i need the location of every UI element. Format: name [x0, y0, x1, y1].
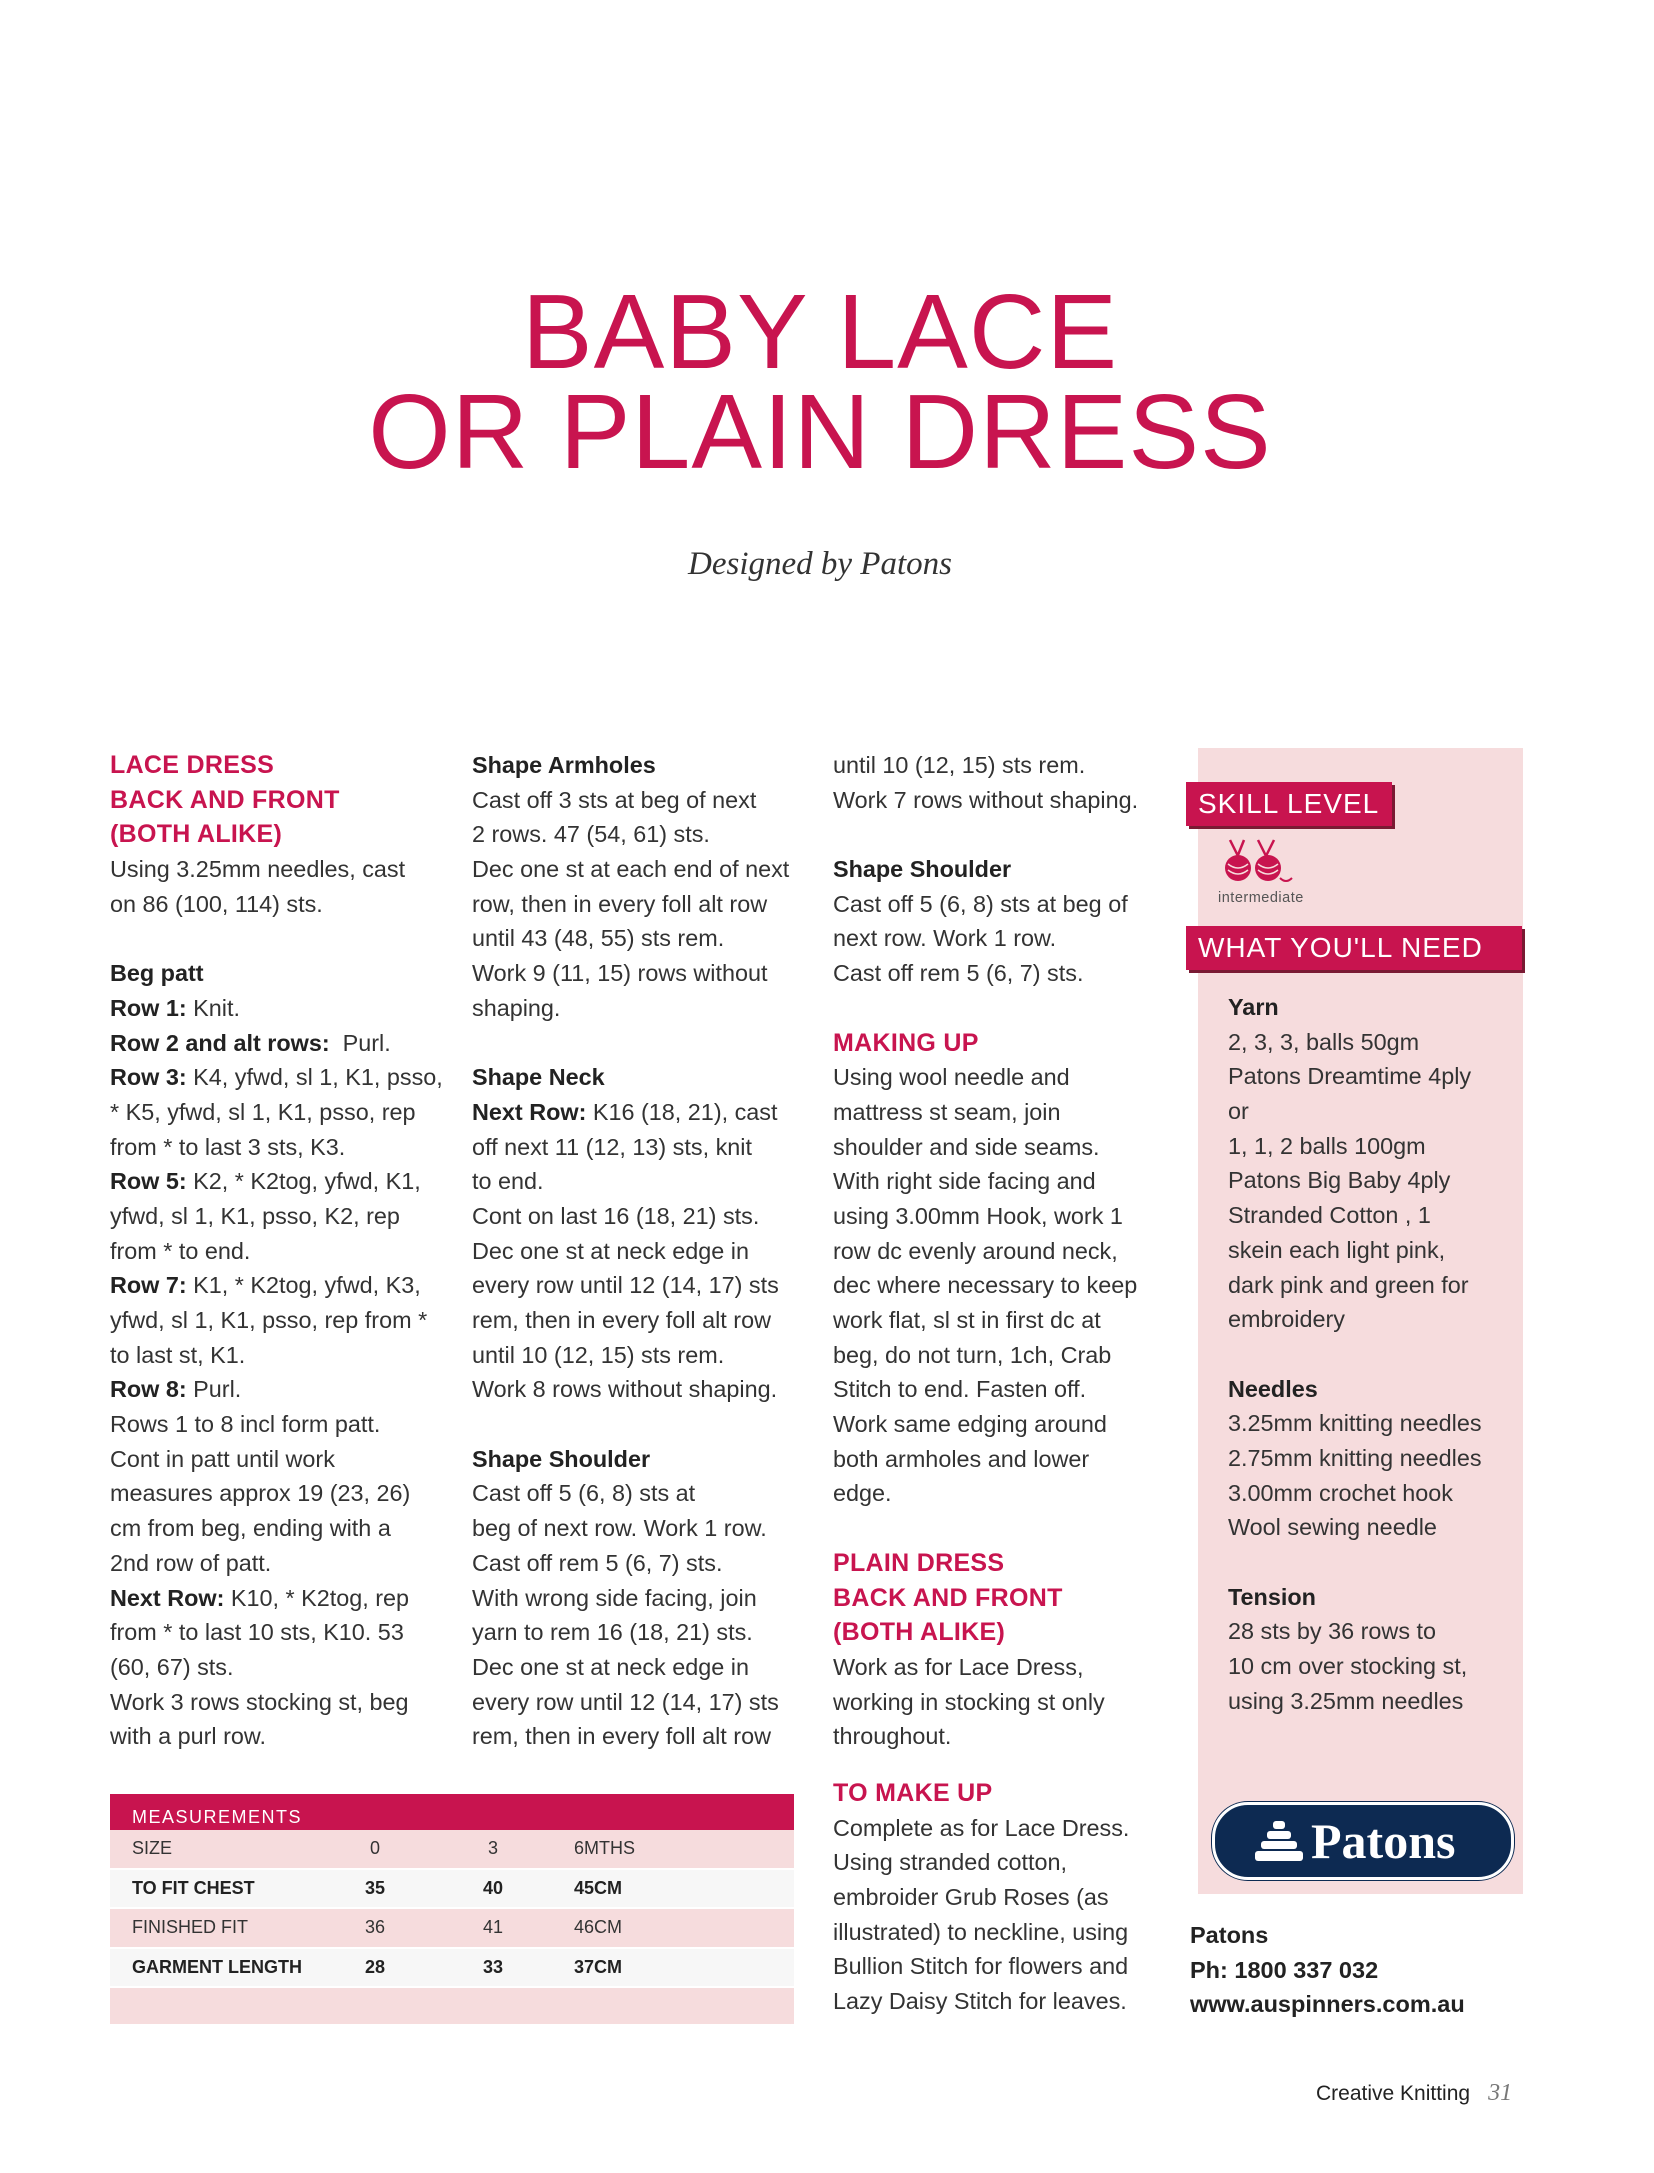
text-line: 1, 1, 2 balls 100gm: [1228, 1132, 1426, 1159]
text-line: Work 9 (11, 15) rows without: [472, 960, 768, 987]
text-line: throughout.: [833, 1723, 952, 1750]
text-line: dec where necessary to keep: [833, 1272, 1138, 1299]
page-footer: [1316, 2080, 1512, 2107]
row-label: Row 7:: [110, 1272, 187, 1299]
text-line: next row. Work 1 row.: [833, 925, 1057, 952]
text-line: from * to last 3 sts, K3.: [110, 1133, 346, 1160]
logo-wordmark: Patons: [1311, 1813, 1456, 1869]
text-line: row dc evenly around neck,: [833, 1237, 1118, 1264]
section-heading: PLAIN DRESS: [833, 1548, 1005, 1577]
text-line: using 3.25mm needles: [1228, 1687, 1464, 1714]
requirements-list: [1228, 990, 1482, 1718]
row-label: SIZE: [132, 1838, 173, 1858]
text-line: off next 11 (12, 13) sts, knit: [472, 1133, 752, 1160]
text-line: Lazy Daisy Stitch for leaves.: [833, 1988, 1127, 2015]
spacer: [472, 1407, 789, 1442]
text-line: on 86 (100, 114) sts.: [110, 890, 323, 917]
sub-heading: Shape Shoulder: [833, 856, 1012, 883]
spacer: [110, 921, 443, 956]
text-line: 2nd row of patt.: [110, 1549, 272, 1576]
table-row: [110, 1830, 794, 1870]
text-line: Patons Big Baby 4ply: [1228, 1167, 1451, 1194]
text-line: mattress st seam, join: [833, 1098, 1061, 1125]
measurements-heading: MEASUREMENTS: [110, 1794, 794, 1830]
text-line: Using 3.25mm needles, cast: [110, 856, 406, 883]
section-heading: (BOTH ALIKE): [833, 1618, 1006, 1647]
row-text: K16 (18, 21), cast: [586, 1098, 778, 1125]
text-line: 2, 3, 3, balls 50gm: [1228, 1028, 1420, 1055]
text-line: both armholes and lower: [833, 1445, 1090, 1472]
text-line: 3.25mm knitting needles: [1228, 1410, 1482, 1437]
spacer: [472, 1026, 789, 1061]
text-line: shoulder and side seams.: [833, 1133, 1100, 1160]
text-line: rem, then in every foll alt row: [472, 1307, 771, 1333]
text-line: yfwd, sl 1, K1, psso, rep from *: [110, 1307, 428, 1333]
row-label: Row 8:: [110, 1376, 187, 1403]
measurements-table: [110, 1794, 794, 2024]
row-label: Next Row:: [472, 1098, 587, 1125]
text-line: * K5, yfwd, sl 1, K1, psso, rep: [110, 1098, 416, 1125]
sub-heading: Tension: [1228, 1583, 1316, 1610]
table-cell: 45CM: [574, 1877, 623, 1898]
text-line: with a purl row.: [110, 1723, 267, 1750]
text-line: Cont in patt until work: [110, 1445, 335, 1472]
text-line: Work as for Lace Dress,: [833, 1653, 1084, 1680]
text-line: [110, 1026, 443, 1061]
patons-logo: [1212, 1802, 1514, 1880]
text-line: Cast off 3 sts at beg of next: [472, 786, 757, 813]
spacer: [1228, 1545, 1482, 1580]
text-line: With wrong side facing, join: [472, 1584, 757, 1611]
yarn-balls-icon: [1222, 838, 1294, 886]
text-line: using 3.00mm Hook, work 1: [833, 1202, 1123, 1229]
text-line: Dec one st at each end of next: [472, 856, 790, 883]
sub-heading: Shape Shoulder: [472, 1445, 651, 1472]
text-line: embroider Grub Roses (as: [833, 1884, 1109, 1911]
sub-heading: Needles: [1228, 1375, 1318, 1402]
row-label: Next Row:: [110, 1584, 225, 1611]
text-line: [110, 1164, 443, 1199]
text-line: Cast off 5 (6, 8) sts at beg of: [833, 890, 1128, 917]
table-cell: 33: [482, 1956, 504, 1977]
text-line: Work 8 rows without shaping.: [472, 1376, 778, 1403]
text-line: until 43 (48, 55) sts rem.: [472, 925, 725, 952]
instructions-column-2: [472, 748, 789, 1754]
text-line: 3.00mm crochet hook: [1228, 1479, 1453, 1506]
spacer: [1228, 1337, 1482, 1372]
logo-stack-icon: [1255, 1817, 1303, 1865]
text-line: work flat, sl st in first dc at: [833, 1307, 1101, 1333]
instructions-column-1: [110, 748, 443, 1754]
text-line: until 10 (12, 15) sts rem.: [833, 752, 1086, 778]
requirements-heading: WHAT YOU'LL NEED: [1186, 926, 1522, 970]
text-line: until 10 (12, 15) sts rem.: [472, 1341, 725, 1368]
sub-heading: Shape Armholes: [472, 752, 656, 778]
skill-level-value: intermediate: [1218, 890, 1304, 906]
text-line: 28 sts by 36 rows to: [1228, 1618, 1437, 1645]
table-cell: 6MTHS: [574, 1838, 636, 1858]
row-text: K1, * K2tog, yfwd, K3,: [186, 1272, 421, 1299]
instructions-column-3: [833, 748, 1138, 1754]
text-line: shaping.: [472, 994, 561, 1021]
table-row: [110, 1909, 794, 1949]
text-line: embroidery: [1228, 1306, 1345, 1333]
text-line: 10 cm over stocking st,: [1228, 1653, 1468, 1680]
text-line: cm from beg, ending with a: [110, 1515, 391, 1542]
table-cell: 36: [364, 1917, 386, 1937]
text-line: [110, 1581, 443, 1616]
text-line: (60, 67) sts.: [110, 1653, 234, 1680]
designer-credit: Designed by Patons: [688, 546, 952, 582]
row-text: Knit.: [186, 994, 240, 1021]
table-cell: 37CM: [574, 1956, 623, 1977]
contact-phone: Ph: 1800 337 032: [1190, 1956, 1379, 1983]
row-label: Row 3:: [110, 1064, 187, 1091]
table-cell: 41: [482, 1917, 504, 1937]
text-line: working in stocking st only: [833, 1688, 1105, 1715]
text-line: from * to last 10 sts, K10. 53: [110, 1619, 404, 1646]
text-line: to end.: [472, 1168, 544, 1195]
title-line-2: OR PLAIN DRESS: [368, 373, 1272, 491]
measurements-table-footer: [110, 1988, 794, 2024]
table-row: [110, 1870, 794, 1910]
text-line: every row until 12 (14, 17) sts: [472, 1688, 779, 1715]
row-label: GARMENT LENGTH: [132, 1956, 302, 1977]
instructions-column-4: [833, 1776, 1129, 2019]
magazine-name: Creative Knitting: [1316, 2082, 1471, 2105]
text-line: [110, 1372, 443, 1407]
text-line: Cast off rem 5 (6, 7) sts.: [472, 1549, 723, 1576]
row-text: K10, * K2tog, rep: [224, 1584, 410, 1611]
contact-name: Patons: [1190, 1922, 1269, 1948]
text-line: dark pink and green for: [1228, 1271, 1469, 1298]
text-line: beg, do not turn, 1ch, Crab: [833, 1341, 1112, 1368]
text-line: Stranded Cotton , 1: [1228, 1202, 1431, 1229]
section-heading: TO MAKE UP: [833, 1779, 993, 1807]
title-line-1: BABY LACE: [521, 273, 1119, 391]
text-line: illustrated) to neckline, using: [833, 1918, 1129, 1945]
text-line: measures approx 19 (23, 26): [110, 1480, 411, 1507]
contact-website: www.auspinners.com.au: [1190, 1991, 1465, 2018]
text-line: 2.75mm knitting needles: [1228, 1444, 1482, 1471]
text-line: Work 7 rows without shaping.: [833, 786, 1139, 813]
spacer: [833, 817, 1138, 852]
section-heading: MAKING UP: [833, 1028, 979, 1057]
text-line: or: [1228, 1098, 1249, 1125]
table-cell: 3: [487, 1838, 498, 1858]
text-line: [110, 1060, 443, 1095]
table-cell: 40: [482, 1877, 504, 1898]
spacer: [833, 991, 1138, 1026]
text-line: 2 rows. 47 (54, 61) sts.: [472, 821, 710, 848]
text-line: Dec one st at neck edge in: [472, 1237, 749, 1264]
text-line: Work same edging around: [833, 1411, 1107, 1438]
text-line: beg of next row. Work 1 row.: [472, 1515, 767, 1542]
text-line: Rows 1 to 8 incl form patt.: [110, 1411, 381, 1438]
text-line: [472, 1095, 789, 1130]
text-line: yarn to rem 16 (18, 21) sts.: [472, 1619, 753, 1646]
text-line: Using stranded cotton,: [833, 1849, 1068, 1876]
sub-heading: Yarn: [1228, 994, 1279, 1020]
row-text: K4, yfwd, sl 1, K1, psso,: [186, 1064, 443, 1091]
text-line: Cast off 5 (6, 8) sts at: [472, 1480, 696, 1507]
section-heading: LACE DRESS: [110, 751, 275, 779]
text-line: edge.: [833, 1480, 892, 1507]
section-heading: BACK AND FRONT: [110, 785, 340, 814]
sub-heading: Beg patt: [110, 960, 204, 987]
row-label: TO FIT CHEST: [132, 1877, 255, 1898]
section-heading: (BOTH ALIKE): [110, 820, 283, 849]
text-line: rem, then in every foll alt row: [472, 1723, 771, 1750]
text-line: Cast off rem 5 (6, 7) sts.: [833, 960, 1084, 987]
table-cell: 46CM: [574, 1917, 623, 1937]
text-line: Stitch to end. Fasten off.: [833, 1376, 1087, 1403]
text-line: every row until 12 (14, 17) sts: [472, 1272, 779, 1299]
row-label: FINISHED FIT: [132, 1917, 248, 1937]
row-label: Row 5:: [110, 1168, 187, 1195]
row-text: Purl.: [186, 1376, 242, 1403]
text-line: Complete as for Lace Dress.: [833, 1814, 1130, 1841]
table-cell: 28: [364, 1956, 386, 1977]
text-line: to last st, K1.: [110, 1341, 246, 1368]
row-text: K2, * K2tog, yfwd, K1,: [186, 1168, 421, 1195]
table-cell: 0: [369, 1838, 380, 1858]
sub-heading: Shape Neck: [472, 1064, 605, 1091]
text-line: from * to end.: [110, 1237, 251, 1264]
text-line: With right side facing and: [833, 1168, 1096, 1195]
contact-block: [1190, 1918, 1465, 2022]
text-line: [110, 1268, 443, 1303]
row-label: Row 1:: [110, 994, 187, 1021]
section-heading: BACK AND FRONT: [833, 1583, 1063, 1612]
row-text: Purl.: [329, 1029, 391, 1056]
text-line: Patons Dreamtime 4ply: [1228, 1063, 1472, 1090]
text-line: Cont on last 16 (18, 21) sts.: [472, 1202, 760, 1229]
row-label: Row 2 and alt rows:: [110, 1029, 330, 1056]
text-line: Work 3 rows stocking st, beg: [110, 1688, 409, 1715]
text-line: [110, 991, 443, 1026]
text-line: Wool sewing needle: [1228, 1514, 1437, 1541]
text-line: skein each light pink,: [1228, 1236, 1446, 1263]
page-title: [0, 273, 1640, 491]
spacer: [833, 1511, 1138, 1546]
page-number: 31: [1488, 2080, 1513, 2106]
table-cell: 35: [364, 1877, 386, 1898]
table-row: [110, 1949, 794, 1989]
text-line: row, then in every foll alt row: [472, 890, 768, 917]
text-line: Using wool needle and: [833, 1064, 1070, 1091]
skill-level-heading: SKILL LEVEL: [1186, 782, 1392, 826]
text-line: Dec one st at neck edge in: [472, 1653, 749, 1680]
text-line: yfwd, sl 1, K1, psso, K2, rep: [110, 1202, 400, 1229]
text-line: Bullion Stitch for flowers and: [833, 1953, 1129, 1980]
